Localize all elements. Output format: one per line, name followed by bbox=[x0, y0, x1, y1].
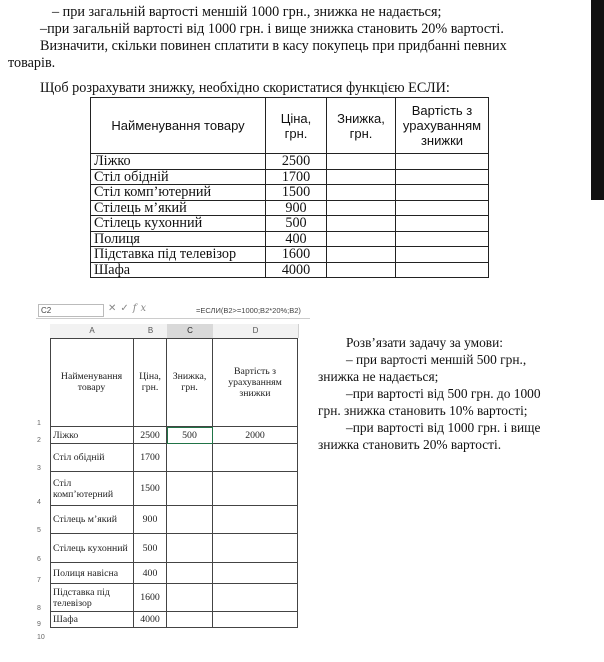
paragraph-line-2: –при загальній вартості від 1000 грн. і вище знижка становить 20% вартості. bbox=[40, 21, 504, 37]
column-header-a: A bbox=[50, 324, 135, 338]
column-header-d: D bbox=[213, 324, 299, 338]
task-line-3: знижка не надається; bbox=[318, 369, 439, 384]
table-row bbox=[91, 169, 489, 185]
table-row bbox=[91, 185, 489, 201]
sheet-cell-cost[interactable] bbox=[213, 584, 298, 612]
header-cost: Вартість з урахуванням знижки bbox=[396, 98, 489, 154]
column-header-c: C bbox=[167, 324, 214, 338]
cell-discount bbox=[327, 231, 396, 247]
row-number: 1 bbox=[37, 420, 41, 427]
paragraph-line-3: Визначити, скільки повинен сплатити в касу покупець при придбанні певних bbox=[40, 38, 507, 54]
cell-price: 1600 bbox=[266, 247, 327, 263]
sheet-header-price: Ціна, грн. bbox=[134, 338, 167, 427]
spreadsheet-screenshot bbox=[36, 302, 310, 642]
sheet-cell-name[interactable]: Стілець кухонний bbox=[50, 534, 134, 563]
formula-text: =ЕСЛИ(B2>=1000;B2*20%;B2) bbox=[196, 306, 301, 315]
sheet-cell-discount[interactable] bbox=[167, 472, 213, 506]
row-number: 4 bbox=[37, 499, 41, 506]
sheet-cell-discount[interactable] bbox=[167, 534, 213, 563]
task-line-2: – при вартості меншій 500 грн., bbox=[346, 352, 527, 367]
sheet-cell-name[interactable]: Стіл комп’ютерний bbox=[50, 472, 134, 506]
cell-price: 900 bbox=[266, 200, 327, 216]
sheet-cell-cost[interactable] bbox=[213, 563, 298, 584]
cell-price: 500 bbox=[266, 216, 327, 232]
sheet-cell-price[interactable]: 1600 bbox=[134, 584, 167, 612]
cell-price: 4000 bbox=[266, 262, 327, 278]
table-row bbox=[91, 247, 489, 263]
sheet-cell-price[interactable]: 1700 bbox=[134, 444, 167, 472]
cell-cost bbox=[396, 216, 489, 232]
sheet-cell-discount[interactable] bbox=[167, 612, 213, 628]
sheet-cell-cost[interactable] bbox=[213, 612, 298, 628]
sheet-cell-name[interactable]: Стілець м’який bbox=[50, 506, 134, 534]
cell-cost bbox=[396, 169, 489, 185]
paragraph-line-5: Щоб розрахувати знижку, необхідно скористатися функцією ЕСЛИ: bbox=[40, 80, 450, 96]
sheet-header-discount: Знижка, грн. bbox=[167, 338, 213, 427]
sheet-cell-cost[interactable] bbox=[213, 534, 298, 563]
paragraph-line-4: товарів. bbox=[8, 55, 56, 71]
row-number: 9 bbox=[37, 621, 41, 628]
cell-cost bbox=[396, 200, 489, 216]
row-number: 2 bbox=[37, 437, 41, 444]
sheet-cell-price[interactable]: 500 bbox=[134, 534, 167, 563]
cell-name: Полиця bbox=[91, 231, 266, 247]
cell-discount bbox=[327, 154, 396, 170]
check-icon: ✓ bbox=[120, 303, 133, 314]
row-number: 8 bbox=[37, 605, 41, 612]
row-number: 5 bbox=[37, 527, 41, 534]
cell-discount bbox=[327, 169, 396, 185]
sheet-cell-discount[interactable] bbox=[167, 506, 213, 534]
cell-cost bbox=[396, 262, 489, 278]
cell-discount bbox=[327, 216, 396, 232]
sheet-cell-name[interactable]: Полиця навісна bbox=[50, 563, 134, 584]
row-number: 6 bbox=[37, 556, 41, 563]
cell-discount bbox=[327, 247, 396, 263]
row-number: 10 bbox=[37, 634, 45, 641]
name-box: C2 bbox=[38, 304, 104, 317]
goods-table bbox=[90, 97, 489, 278]
header-discount: Знижка, грн. bbox=[327, 98, 396, 154]
cell-discount bbox=[327, 262, 396, 278]
sheet-cell-cost[interactable] bbox=[213, 472, 298, 506]
sheet-cell-discount[interactable] bbox=[167, 444, 213, 472]
sheet-cell-name[interactable]: Шафа bbox=[50, 612, 134, 628]
row-number: 3 bbox=[37, 465, 41, 472]
header-name: Найменування товару bbox=[91, 98, 266, 154]
cell-name: Стіл комп’ютерний bbox=[91, 185, 266, 201]
sheet-cell-price[interactable]: 1500 bbox=[134, 472, 167, 506]
table-row bbox=[91, 216, 489, 232]
column-header-b: B bbox=[134, 324, 168, 338]
cell-price: 400 bbox=[266, 231, 327, 247]
task-line-1: Розв’язати задачу за умови: bbox=[346, 335, 503, 350]
sheet-cell-price[interactable]: 2500 bbox=[134, 427, 167, 444]
row-number: 7 bbox=[37, 577, 41, 584]
cell-cost bbox=[396, 154, 489, 170]
formula-bar bbox=[36, 302, 310, 319]
sheet-cell-cost[interactable] bbox=[213, 506, 298, 534]
sheet-cell-price[interactable]: 400 bbox=[134, 563, 167, 584]
sheet-cell-discount[interactable] bbox=[167, 563, 213, 584]
sheet-cell-cost[interactable]: 2000 bbox=[213, 427, 298, 444]
cell-name: Стіл обідній bbox=[91, 169, 266, 185]
table-row bbox=[91, 200, 489, 216]
cell-name: Ліжко bbox=[91, 154, 266, 170]
cell-cost bbox=[396, 247, 489, 263]
goods-table-header bbox=[91, 98, 489, 154]
cell-name: Підставка під телевізор bbox=[91, 247, 266, 263]
task-line-4: –при вартості від 500 грн. до 1000 bbox=[346, 386, 541, 401]
task-line-6: –при вартості від 1000 грн. і вище bbox=[346, 420, 541, 435]
sheet-header-cost: Вартість з урахуванням знижки bbox=[213, 338, 298, 427]
cancel-icon: ✕ bbox=[108, 303, 121, 314]
table-row bbox=[91, 231, 489, 247]
cell-name: Стілець м’який bbox=[91, 200, 266, 216]
cell-cost bbox=[396, 185, 489, 201]
cell-discount bbox=[327, 185, 396, 201]
cell-name: Стілець кухонний bbox=[91, 216, 266, 232]
sheet-cell-name[interactable]: Підставка під телевізор bbox=[50, 584, 134, 612]
sheet-cell-name[interactable]: Стіл обідній bbox=[50, 444, 134, 472]
fx-icon: fx bbox=[132, 303, 151, 314]
paragraph-line-1: – при загальній вартості меншій 1000 грн., знижка не надається; bbox=[52, 4, 442, 20]
sheet-cell-discount[interactable] bbox=[167, 584, 213, 612]
cell-price: 1500 bbox=[266, 185, 327, 201]
table-row bbox=[91, 154, 489, 170]
sheet-cell-price[interactable]: 4000 bbox=[134, 612, 167, 628]
task-line-7: знижка становить 20% вартості. bbox=[318, 437, 502, 452]
sheet-cell-discount-selected[interactable]: 500 bbox=[167, 427, 213, 444]
sheet-cell-price[interactable]: 900 bbox=[134, 506, 167, 534]
cell-name: Шафа bbox=[91, 262, 266, 278]
cell-price: 2500 bbox=[266, 154, 327, 170]
sheet-cell-cost[interactable] bbox=[213, 444, 298, 472]
dark-edge-bar bbox=[591, 0, 604, 200]
sheet-cell-name[interactable]: Ліжко bbox=[50, 427, 134, 444]
cell-cost bbox=[396, 231, 489, 247]
task-line-5: грн. знижка становить 10% вартості; bbox=[318, 403, 528, 418]
cell-discount bbox=[327, 200, 396, 216]
cell-price: 1700 bbox=[266, 169, 327, 185]
sheet-header-name: Найменування товару bbox=[50, 338, 134, 427]
table-row bbox=[91, 262, 489, 278]
formula-bar-icons bbox=[108, 303, 150, 314]
header-price: Ціна, грн. bbox=[266, 98, 327, 154]
